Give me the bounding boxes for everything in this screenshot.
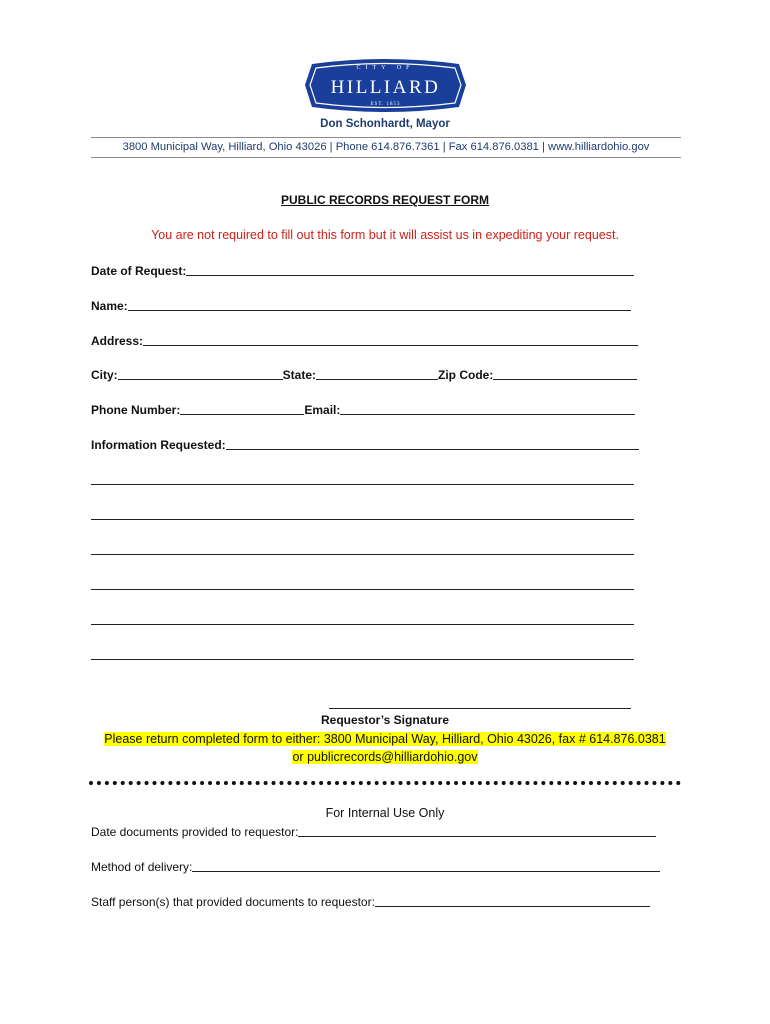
internal-use-heading: For Internal Use Only <box>325 806 445 820</box>
form-notice: You are not required to fill out this form but it will assist us in expediting your request. <box>151 228 619 242</box>
information-requested-field[interactable] <box>91 436 639 452</box>
name-field[interactable] <box>91 297 631 313</box>
date-provided-field[interactable] <box>91 823 656 839</box>
address-field[interactable] <box>91 332 638 348</box>
date-of-request-field[interactable] <box>91 262 634 278</box>
info-blank-line[interactable] <box>91 659 634 660</box>
info-blank-line[interactable] <box>91 554 634 555</box>
phone-email-field[interactable] <box>91 401 635 417</box>
address-line[interactable] <box>143 345 638 346</box>
return-line-1: Please return completed form to either: 3800 Municipal Way, Hilliard, Ohio 43026, fax # 614.876.0381 <box>104 732 666 746</box>
info-blank-line[interactable] <box>91 589 634 590</box>
email-label: Email: <box>304 403 341 417</box>
zip-code-line[interactable] <box>493 379 637 380</box>
logo-hilliard: HILLIARD <box>330 77 441 98</box>
logo-est: EST. 1853 <box>370 102 401 107</box>
information-requested-label: Information Requested: <box>91 438 226 452</box>
city-state-zip-field[interactable] <box>91 366 637 382</box>
info-blank-line[interactable] <box>91 624 634 625</box>
method-of-delivery-line[interactable] <box>192 871 660 872</box>
form-title: PUBLIC RECORDS REQUEST FORM <box>280 193 489 207</box>
state-line[interactable] <box>316 379 438 380</box>
city-of-hilliard-logo <box>302 58 469 113</box>
email-line[interactable] <box>340 414 635 415</box>
zip-code-label: Zip Code: <box>438 368 494 382</box>
info-blank-line[interactable] <box>91 519 634 520</box>
staff-person-line[interactable] <box>375 906 650 907</box>
name-line[interactable] <box>128 310 631 311</box>
date-of-request-line[interactable] <box>186 275 634 276</box>
method-of-delivery-field[interactable] <box>91 858 660 874</box>
date-of-request-label: Date of Request: <box>91 264 187 278</box>
return-line-2: or publicrecords@hilliardohio.gov <box>292 750 478 764</box>
phone-number-label: Phone Number: <box>91 403 181 417</box>
city-line[interactable] <box>118 379 283 380</box>
return-instructions <box>0 730 770 766</box>
city-label: City: <box>91 368 118 382</box>
dotted-divider <box>89 781 681 785</box>
phone-number-line[interactable] <box>180 414 304 415</box>
staff-person-label: Staff person(s) that provided documents to requestor: <box>91 895 375 909</box>
staff-person-field[interactable] <box>91 893 650 909</box>
information-requested-line[interactable] <box>226 449 639 450</box>
name-label: Name: <box>91 299 128 313</box>
signature-line[interactable] <box>329 708 631 709</box>
info-blank-line[interactable] <box>91 484 634 485</box>
mayor-name: Don Schonhardt, Mayor <box>320 118 450 130</box>
state-label: State: <box>282 368 317 382</box>
date-provided-line[interactable] <box>298 836 656 837</box>
logo-city-of: CITY OF <box>356 65 415 71</box>
signature-label: Requestor’s Signature <box>320 713 450 727</box>
method-of-delivery-label: Method of delivery: <box>91 860 193 874</box>
address-label: Address: <box>91 334 144 348</box>
contact-line: 3800 Municipal Way, Hilliard, Ohio 43026 | Phone 614.876.7361 | Fax 614.876.0381 | www.hilliardohio.gov <box>91 137 681 158</box>
date-provided-label: Date documents provided to requestor: <box>91 825 299 839</box>
